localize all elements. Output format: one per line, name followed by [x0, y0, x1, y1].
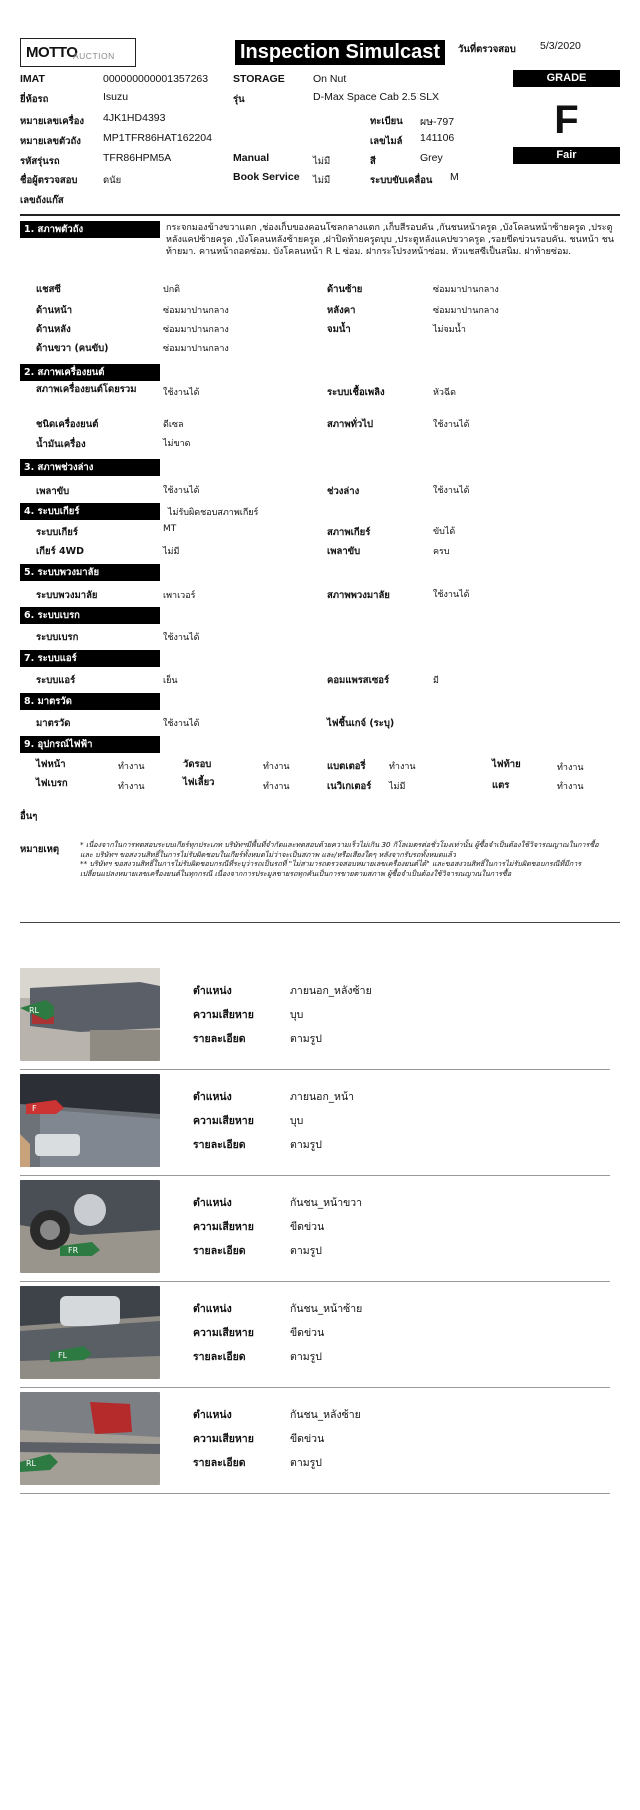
- fuel-gauge-label: ไฟชี้นเกจ์ (ระบุ): [327, 718, 395, 729]
- ac-system-label: ระบบแอร์: [36, 675, 76, 686]
- inspection-date-label: วันที่ตรวจสอบ: [458, 44, 516, 55]
- position-value: กันชน_หน้าขวา: [290, 1197, 363, 1209]
- gear-condition-label: สภาพเกียร์: [327, 527, 371, 538]
- section-ac-title: 7. ระบบแอร์: [20, 650, 160, 667]
- brakelight-value: ทำงาน: [118, 782, 145, 792]
- driveshaft-value: ใช้งานได้: [163, 486, 200, 496]
- damage-value: บุบ: [290, 1115, 304, 1127]
- front-value: ซ่อมมาปานกลาง: [163, 306, 229, 316]
- position-value: ภายนอก_หน้า: [290, 1091, 355, 1103]
- position-value: กันชน_หลังซ้าย: [290, 1409, 361, 1421]
- book-service-label: Book Service: [233, 171, 300, 183]
- section-brake-title: 6. ระบบเบรก: [20, 607, 160, 624]
- compressor-label: คอมแพรสเซอร์: [327, 675, 390, 686]
- navigator-label: เนวิเกเตอร์: [327, 781, 372, 792]
- damage-row-divider: [20, 1069, 610, 1070]
- damage-row-divider: [20, 1281, 610, 1282]
- speedometer-value: ทำงาน: [263, 762, 290, 772]
- left-side-label: ด้านซ้าย: [327, 284, 363, 295]
- gauge-label: มาตรวัด: [36, 718, 71, 729]
- detail-value: ตามรูป: [290, 1245, 322, 1257]
- damage-photo-rear-left-bumper: [20, 1392, 160, 1485]
- engine-overall-label: สภาพเครื่องยนต์โดยรวม: [36, 384, 137, 395]
- position-label: ตำแหน่ง: [193, 1197, 232, 1209]
- inspector-value: ดนัย: [103, 175, 122, 186]
- engine-number-value: 4JK1HD4393: [103, 112, 166, 124]
- flood-label: จมน้ำ: [327, 324, 351, 335]
- position-value: กันชน_หน้าซ้าย: [290, 1303, 363, 1315]
- logo-text: MOTTO: [26, 44, 78, 61]
- remark-engine-number-note: ** บริษัทฯ ขอสงวนสิทธิ์ในการไม่รับผิดชอบกรณีที่ระบุว่ารถเป็นรถที่ "ไม่สามารถตรวจสอบหมายเลขเครื่องยนต์ได้" และขอสงวนสิทธิ์ในการไม่รับผิดชอบกรณีที่มีการเปลี่ยนแปลงหมายเลขเครื่องยนต์ในทุกกรณี เนื่องจากการประมูลขายรถทุกคันเป็นการขายตามสภาพ ผู้ซื้อจำเป็นต้องใช้วิจารณญาณในการซื้อ: [80, 859, 582, 878]
- gas-tank-label: เลขถังแก๊ส: [20, 195, 64, 206]
- gear-4wd-value: ไม่มี: [163, 547, 180, 557]
- driveshaft-label: เพลาขับ: [36, 486, 70, 497]
- battery-value: ทำงาน: [389, 762, 416, 772]
- model-code-value: TFR86HPM5A: [103, 152, 172, 164]
- detail-label: รายละเอียด: [193, 1351, 246, 1363]
- mileage-value: 141106: [420, 132, 455, 144]
- detail-value: ตามรูป: [290, 1139, 322, 1151]
- general-condition-label: สภาพทั่วไป: [327, 419, 374, 430]
- roof-label: หลังคา: [327, 305, 356, 316]
- damage-tag: F: [32, 1104, 37, 1113]
- body-condition-description: กระจกมองข้างขวาแตก ,ช่องเก็บของคอนโซลกลางแตก ,เก็บสีรอบคัน ,กันชนหน้าครูด ,บังโคลนหน้าซ้ายครูด ,ประตูหลังแคปซ้ายครูด ,บังโคลนหลังซ้ายครูด ,ฝาปิดท้ายครูดบุบ ,ประตูหลังแคปขวาครูด ,รอยขีดข่วนรอบคัน. ชนหน้า ชนท้ายมา. คานหน้าถอดซ่อม. บังโคลนหน้า R L ซ่อม. ฝากระโปรงหน้าซ่อม. หัวแชสซีเป็นสนิม. ฝาท้ายซ่อม.: [166, 223, 615, 257]
- damage-label: ความเสียหาย: [193, 1221, 254, 1233]
- damage-label: ความเสียหาย: [193, 1009, 254, 1021]
- general-condition-value: ใช้งานได้: [433, 420, 470, 430]
- header-divider: [20, 214, 620, 216]
- steering-condition-value: ใช้งานได้: [433, 590, 470, 600]
- damage-photo-front-right-bumper: [20, 1180, 160, 1273]
- page-title: Inspection Simulcast: [235, 40, 445, 65]
- damage-tag: RL: [26, 1459, 37, 1468]
- engine-oil-value: ไม่ขาด: [163, 439, 191, 449]
- rear-value: ซ่อมมาปานกลาง: [163, 325, 229, 335]
- chassis-label: แชสซี: [36, 284, 61, 295]
- suspension-value: ใช้งานได้: [433, 486, 470, 496]
- ac-system-value: เย็น: [163, 676, 178, 686]
- flood-value: ไม่จมน้ำ: [433, 325, 466, 335]
- fuel-system-value: หัวฉีด: [433, 388, 456, 398]
- horn-label: แตร: [492, 780, 510, 791]
- damage-label: ความเสียหาย: [193, 1115, 254, 1127]
- brand-label: ยี่ห้อรถ: [20, 94, 49, 105]
- engine-oil-label: น้ำมันเครื่อง: [36, 439, 86, 450]
- gauge-value: ใช้งานได้: [163, 719, 200, 729]
- detail-label: รายละเอียด: [193, 1139, 246, 1151]
- storage-value: On Nut: [313, 73, 347, 85]
- remark-label: หมายเหตุ: [20, 844, 60, 855]
- section-steering-title: 5. ระบบพวงมาลัย: [20, 564, 160, 581]
- grade-value: F: [554, 98, 579, 142]
- damage-photo-front-left-bumper: [20, 1286, 160, 1379]
- position-label: ตำแหน่ง: [193, 985, 232, 997]
- grade-description: Fair: [513, 147, 620, 164]
- inspection-date-value: 5/3/2020: [540, 40, 581, 52]
- damage-photo-front: [20, 1074, 160, 1167]
- inspector-label: ชื่อผู้ตรวจสอบ: [20, 175, 78, 186]
- drive-system-label: ระบบขับเคลื่อน: [370, 175, 433, 186]
- book-service-value: ไม่มี: [313, 175, 331, 186]
- damage-value: ขีดข่วน: [290, 1221, 325, 1233]
- fuel-system-label: ระบบเชื้อเพลิง: [327, 387, 385, 398]
- section-transmission-title: 4. ระบบเกียร์: [20, 503, 160, 520]
- compressor-value: มี: [433, 676, 439, 686]
- drive-system-value: M: [450, 171, 459, 183]
- right-side-label: ด้านขวา (คนขับ): [36, 343, 109, 354]
- turn-signal-value: ทำงาน: [263, 782, 290, 792]
- horn-value: ทำงาน: [557, 782, 584, 792]
- front-label: ด้านหน้า: [36, 305, 73, 316]
- section-suspension-title: 3. สภาพช่วงล่าง: [20, 459, 160, 476]
- headlight-label: ไฟหน้า: [36, 759, 66, 770]
- damage-row-divider: [20, 1175, 610, 1176]
- roof-value: ซ่อมมาปานกลาง: [433, 306, 499, 316]
- damage-tag: RL: [29, 1006, 40, 1015]
- manual-label: Manual: [233, 152, 270, 164]
- position-label: ตำแหน่ง: [193, 1409, 232, 1421]
- other-label: อื่นๆ: [20, 811, 38, 822]
- detail-label: รายละเอียด: [193, 1457, 246, 1469]
- damage-tag: FL: [58, 1351, 68, 1360]
- engine-type-label: ชนิดเครื่องยนต์: [36, 419, 99, 430]
- detail-value: ตามรูป: [290, 1033, 322, 1045]
- engine-overall-value: ใช้งานได้: [163, 388, 200, 398]
- manual-value: ไม่มี: [313, 156, 331, 167]
- section-gauge-title: 8. มาตรวัด: [20, 693, 160, 710]
- position-label: ตำแหน่ง: [193, 1091, 232, 1103]
- left-side-value: ซ่อมมาปานกลาง: [433, 285, 499, 295]
- taillight-label: ไฟท้าย: [492, 759, 521, 770]
- chassis-value: ปกติ: [163, 285, 181, 295]
- damage-value: ขีดข่วน: [290, 1433, 325, 1445]
- right-side-value: ซ่อมมาปานกลาง: [163, 344, 229, 354]
- rear-label: ด้านหลัง: [36, 324, 71, 335]
- axle-value: ครบ: [433, 547, 450, 557]
- detail-value: ตามรูป: [290, 1351, 322, 1363]
- damage-photo-rear-left: [20, 968, 160, 1061]
- registration-value: ผษ-797: [420, 116, 455, 128]
- damage-row-divider: [20, 1493, 610, 1494]
- taillight-value: ทำงาน: [557, 763, 584, 773]
- chassis-number-label: หมายเลขตัวถัง: [20, 136, 81, 147]
- steering-system-value: เพาเวอร์: [163, 591, 196, 601]
- model-label: รุ่น: [233, 94, 245, 105]
- damage-label: ความเสียหาย: [193, 1433, 254, 1445]
- section-electrical-title: 9. อุปกรณ์ไฟฟ้า: [20, 736, 160, 753]
- engine-type-value: ดีเซล: [163, 420, 184, 430]
- section-body-title: 1. สภาพตัวถัง: [20, 221, 160, 238]
- model-code-label: รหัสรุ่นรถ: [20, 156, 60, 167]
- damage-row-divider: [20, 1387, 610, 1388]
- detail-value: ตามรูป: [290, 1457, 322, 1469]
- brake-system-value: ใช้งานได้: [163, 633, 200, 643]
- suspension-label: ช่วงล่าง: [327, 486, 360, 497]
- remarks-divider: [20, 922, 620, 923]
- axle-label: เพลาขับ: [327, 546, 361, 557]
- transmission-note: ไม่รับผิดชอบสภาพเกียร์: [168, 508, 259, 518]
- navigator-value: ไม่มี: [389, 782, 406, 792]
- speedometer-label: วัดรอบ: [183, 759, 212, 770]
- turn-signal-label: ไฟเลี้ยว: [183, 777, 215, 788]
- position-value: ภายนอก_หลังซ้าย: [290, 985, 372, 997]
- imat-label: IMAT: [20, 73, 45, 85]
- position-label: ตำแหน่ง: [193, 1303, 232, 1315]
- storage-label: STORAGE: [233, 73, 285, 85]
- battery-label: แบตเตอรี่: [327, 761, 366, 772]
- steering-system-label: ระบบพวงมาลัย: [36, 590, 98, 601]
- gear-system-value: MT: [163, 524, 177, 534]
- gear-system-label: ระบบเกียร์: [36, 527, 78, 538]
- motto-auction-logo: [20, 38, 136, 67]
- steering-condition-label: สภาพพวงมาลัย: [327, 590, 390, 601]
- brand-value: Isuzu: [103, 91, 129, 103]
- color-label: สี: [370, 156, 376, 167]
- engine-number-label: หมายเลขเครื่อง: [20, 116, 85, 127]
- gear-4wd-label: เกียร์ 4WD: [36, 546, 84, 557]
- color-value: Grey: [420, 152, 443, 164]
- detail-label: รายละเอียด: [193, 1033, 246, 1045]
- chassis-number-value: MP1TFR86HAT162204: [103, 132, 212, 144]
- gear-condition-value: ขับได้: [433, 527, 456, 537]
- brakelight-label: ไฟเบรก: [36, 778, 68, 789]
- headlight-value: ทำงาน: [118, 762, 145, 772]
- mileage-label: เลขไมล์: [370, 136, 403, 147]
- remark-transmission-note: * เนื่องจากในการทดสอบระบบเกียร์ทุกประเภท บริษัทฯมีพื้นที่จำกัดและทดสอบด้วยความเร็วไม่เกิน 30 กิโลเมตรต่อชั่วโมงเท่านั้น ผู้ซื้อจำเป็นต้องใช้วิจารณญาณในการซื้อ และ บริษัทฯ ขอสงวนสิทธิ์ในการไม่รับผิดชอบในเกียร์ทั้งหมดไม่ว่าจะเป็นสภาพ และ/หรือเสียงใดๆ หลังจากรับรถทั้งหมดแล้ว: [80, 840, 599, 859]
- registration-label: ทะเบียน: [370, 116, 403, 127]
- imat-value: 000000000001357263: [103, 73, 209, 85]
- section-engine-title: 2. สภาพเครื่องยนต์: [20, 364, 160, 381]
- logo-subtext: AUCTION: [73, 51, 115, 61]
- damage-value: ขีดข่วน: [290, 1327, 325, 1339]
- model-value: D-Max Space Cab 2.5 SLX: [313, 91, 440, 103]
- brake-system-label: ระบบเบรก: [36, 632, 79, 643]
- grade-label: GRADE: [513, 70, 620, 87]
- detail-label: รายละเอียด: [193, 1245, 246, 1257]
- damage-label: ความเสียหาย: [193, 1327, 254, 1339]
- damage-value: บุบ: [290, 1009, 304, 1021]
- damage-tag: FR: [68, 1246, 79, 1255]
